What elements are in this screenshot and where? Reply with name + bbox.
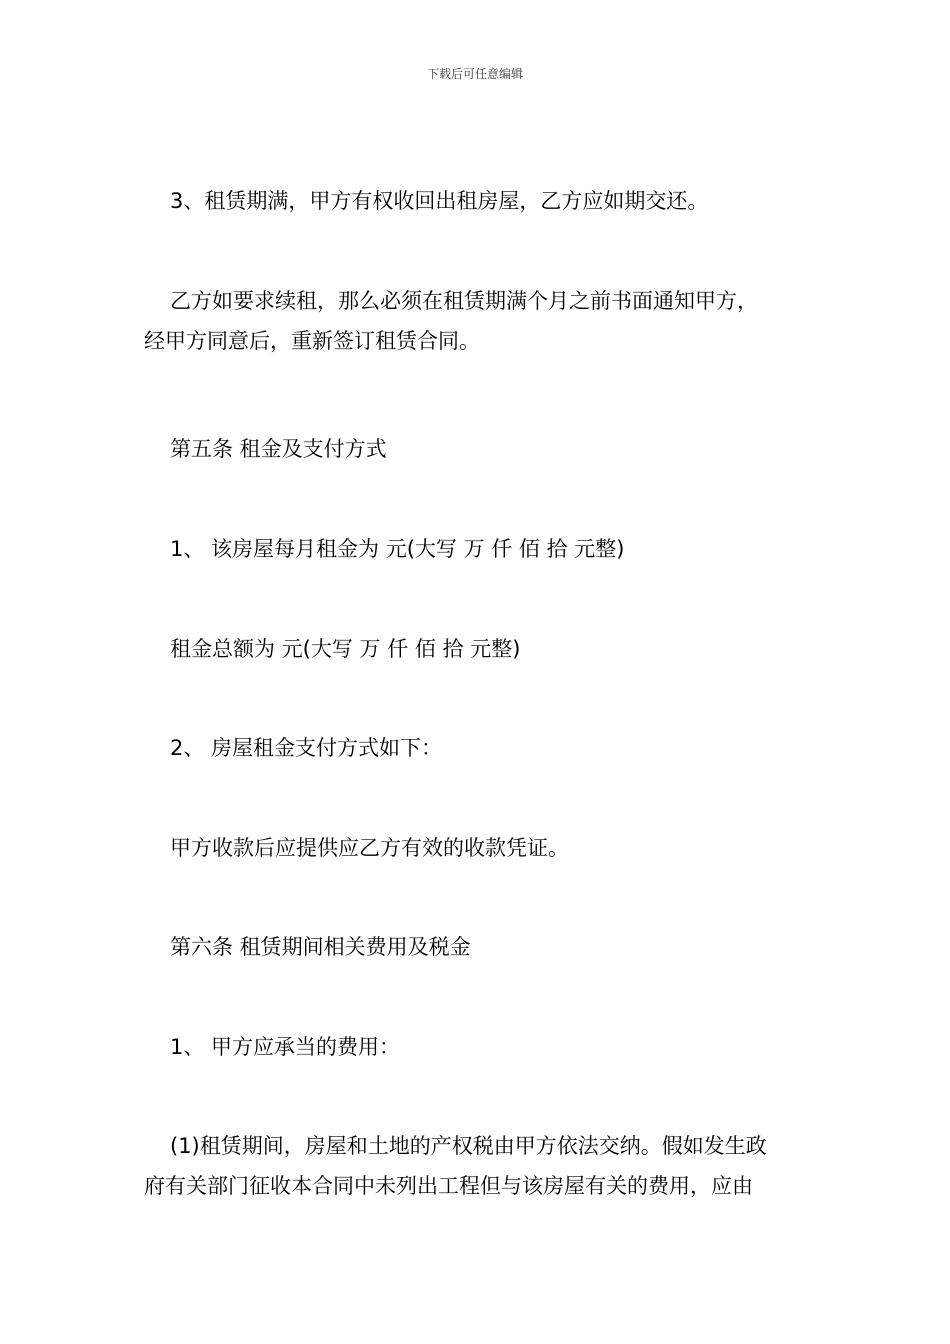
article-6-heading: 第六条 租赁期间相关费用及税金 bbox=[170, 935, 471, 959]
paragraph-total-rent: 租金总额为 元(大写 万 仟 佰 拾 元整) bbox=[170, 637, 521, 661]
paragraph-property-tax-line-1: (1)租赁期间，房屋和土地的产权税由甲方依法交纳。假如发生政 bbox=[170, 1134, 767, 1158]
paragraph-payment-method: 2、 房屋租金支付方式如下： bbox=[170, 736, 443, 760]
paragraph-receipt: 甲方收款后应提供应乙方有效的收款凭证。 bbox=[170, 836, 569, 860]
paragraph-renewal bbox=[144, 281, 812, 361]
paragraph-renewal-line-2: 经甲方同意后，重新签订租赁合同。 bbox=[144, 329, 480, 353]
paragraph-monthly-rent: 1、 该房屋每月租金为 元(大写 万 仟 佰 拾 元整) bbox=[170, 537, 625, 561]
article-5-heading: 第五条 租金及支付方式 bbox=[170, 437, 387, 461]
paragraph-party-a-fees: 1、 甲方应承当的费用： bbox=[170, 1035, 401, 1059]
page-header: 下载后可任意编辑 bbox=[426, 67, 523, 81]
paragraph-property-tax bbox=[144, 1126, 812, 1206]
paragraph-lease-expiry: 3、租赁期满，甲方有权收回出租房屋，乙方应如期交还。 bbox=[170, 189, 709, 213]
paragraph-property-tax-line-2: 府有关部门征收本合同中未列出工程但与该房屋有关的费用，应由 bbox=[144, 1174, 753, 1198]
paragraph-renewal-line-1: 乙方如要求续租，那么必须在租赁期满个月之前书面通知甲方， bbox=[170, 289, 758, 313]
